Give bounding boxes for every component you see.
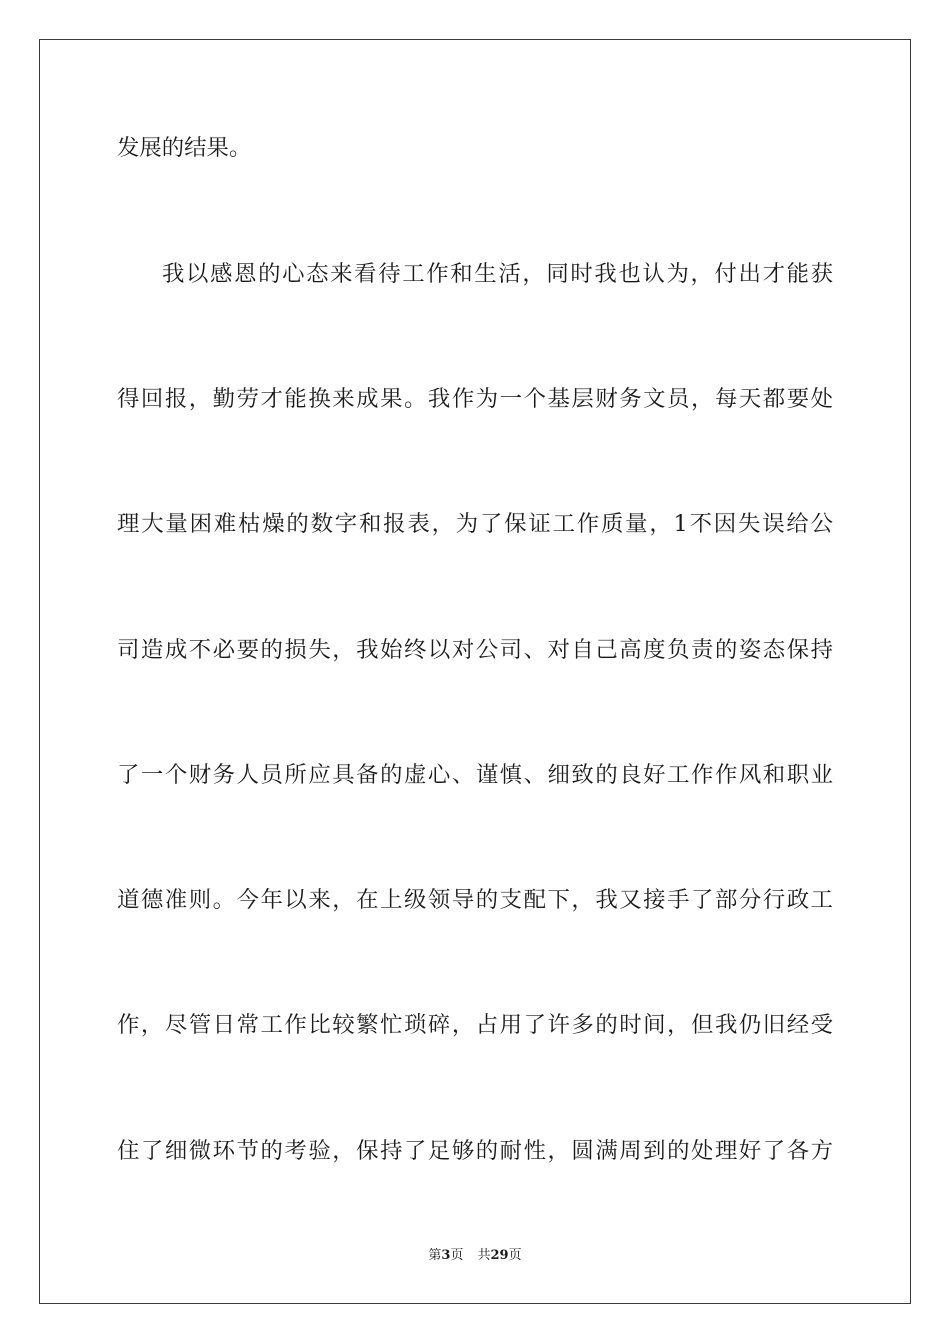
text-line: 道德准则。今年以来，在上级领导的支配下，我又接手了部分行政工 xyxy=(117,887,833,913)
total-page-count: 29 xyxy=(490,1248,509,1263)
text-line: 得回报，勤劳才能换来成果。我作为一个基层财务文员，每天都要处 xyxy=(117,386,833,412)
text-line: 住了细微环节的考验，保持了足够的耐性，圆满周到的处理好了各方 xyxy=(117,1138,833,1164)
text-line: 了一个财务人员所应具备的虚心、谨慎、细致的良好工作作风和职业 xyxy=(117,762,833,788)
total-suffix: 页 xyxy=(508,1248,522,1263)
page-suffix: 页 xyxy=(450,1248,464,1263)
text-line: 作，尽管日常工作比较繁忙琐碎，占用了许多的时间，但我仍旧经受 xyxy=(117,1012,833,1038)
paragraph-first-line: 我以感恩的心态来看待工作和生活，同时我也认为，付出才能获 xyxy=(162,261,833,287)
total-prefix: 共 xyxy=(477,1248,491,1263)
page-border xyxy=(39,39,911,1304)
page-footer xyxy=(0,1246,950,1266)
text-line: 司造成不必要的损失，我始终以对公司、对自己高度负责的姿态保持 xyxy=(117,637,833,663)
text-line: 发展的结果。 xyxy=(117,135,252,161)
text-line: 理大量困难枯燥的数字和报表，为了保证工作质量，1不因失误给公 xyxy=(117,511,833,537)
page-prefix: 第 xyxy=(428,1248,442,1263)
current-page-number: 3 xyxy=(441,1248,451,1263)
